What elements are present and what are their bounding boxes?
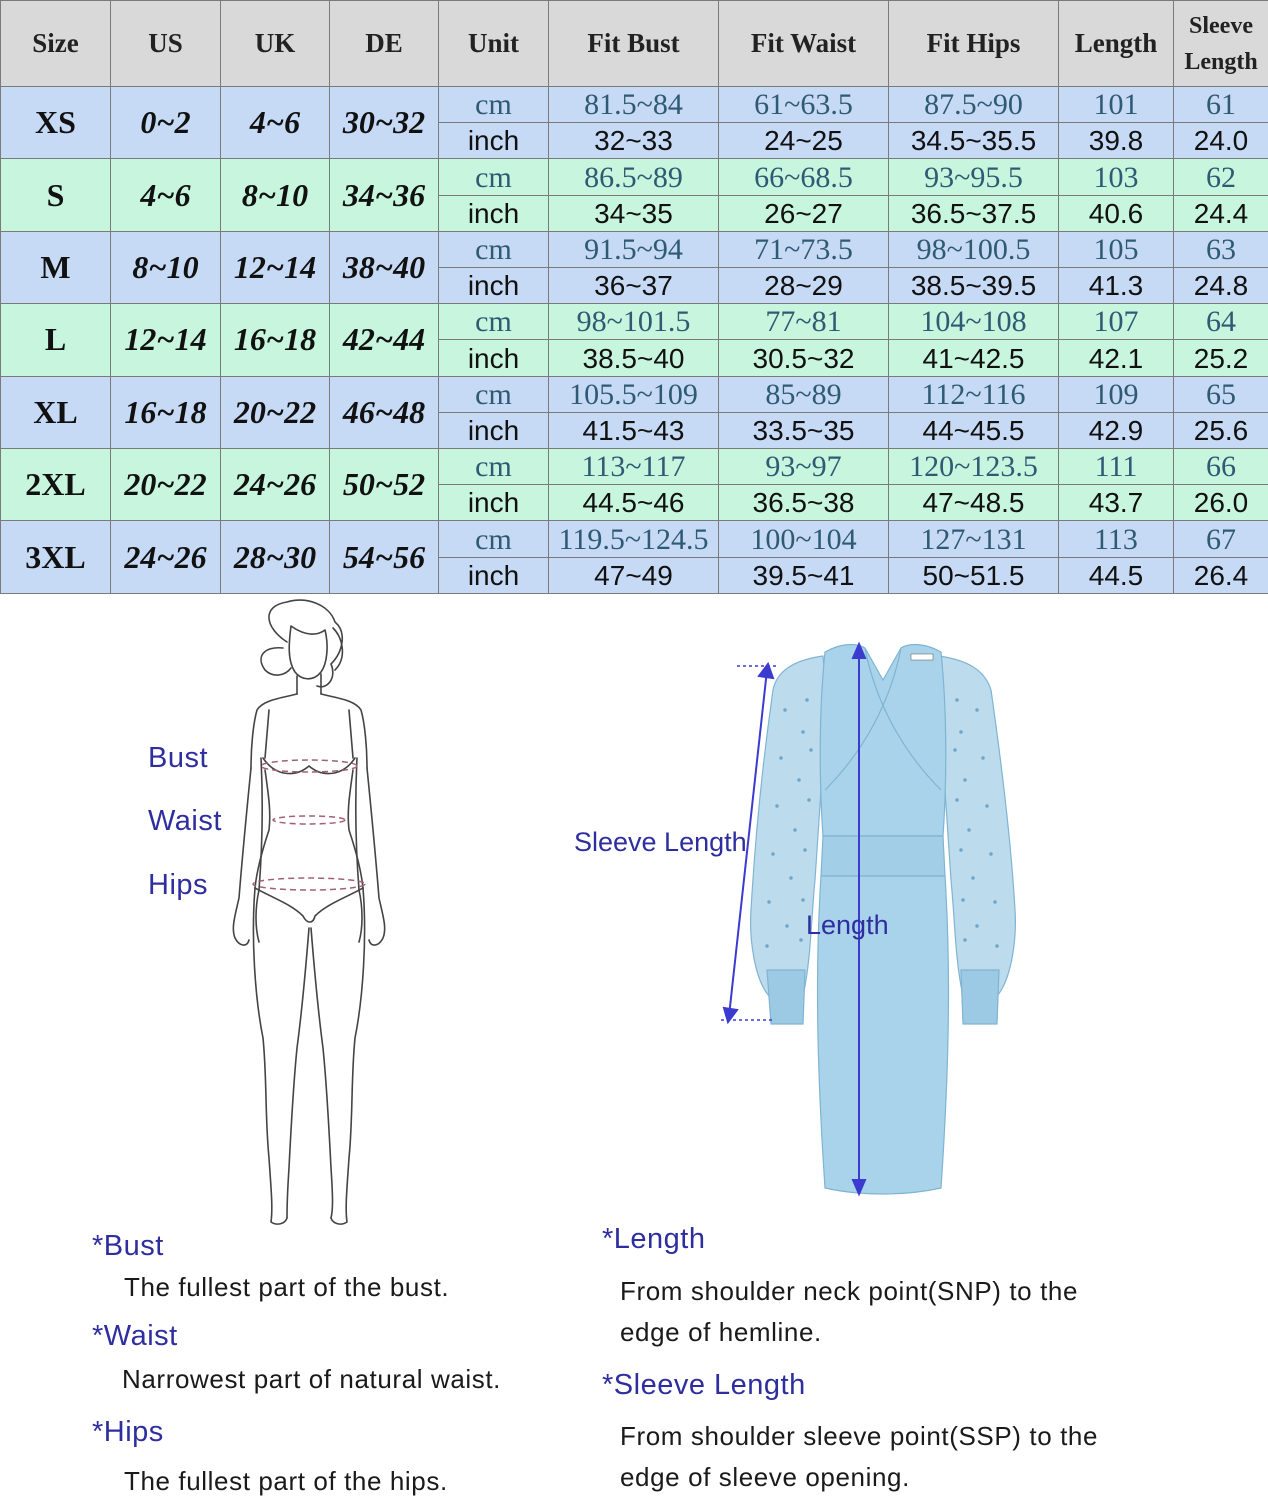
cm-length-cell: 105 [1059,231,1174,267]
inch-waist-cell: 28~29 [719,268,889,304]
size-cell: XS [1,87,111,159]
cm-bust-cell: 81.5~84 [549,87,719,123]
inch-bust-cell: 41.5~43 [549,412,719,448]
us-size-cell: 8~10 [111,231,221,303]
uk-size-cell: 20~22 [221,376,330,448]
inch-length-cell: 43.7 [1059,485,1174,521]
inch-waist-cell: 33.5~35 [719,412,889,448]
dress-length-label: Length [806,910,889,940]
inch-sleeve-cell: 25.6 [1174,412,1268,448]
de-size-cell: 42~44 [330,304,439,376]
cm-hips-cell: 112~116 [889,376,1059,412]
inch-waist-cell: 24~25 [719,123,889,159]
inch-length-cell: 39.8 [1059,123,1174,159]
size-cell: S [1,159,111,231]
sleeve-dot [809,748,813,752]
table-row [1,304,1268,340]
inch-bust-cell: 44.5~46 [549,485,719,521]
sleeve-dot [805,698,809,702]
inch-unit-cell: inch [439,485,549,521]
uk-size-cell: 4~6 [221,87,330,159]
cm-hips-cell: 87.5~90 [889,87,1059,123]
sleeve-dot [801,730,805,734]
sleeve-dot [959,848,963,852]
inch-sleeve-cell: 26.4 [1174,557,1268,593]
inch-hips-cell: 50~51.5 [889,557,1059,593]
size-cell: 3XL [1,521,111,594]
cm-sleeve-cell: 63 [1174,231,1268,267]
dress-sleeve-length-label: Sleeve Length [574,827,747,857]
cm-length-cell: 109 [1059,376,1174,412]
sleeve-dot [975,924,979,928]
sleeve-dot [971,876,975,880]
table-row [1,449,1268,485]
def-waist-title: *Waist [92,1320,178,1352]
us-size-cell: 12~14 [111,304,221,376]
sleeve-dot [955,798,959,802]
table-row [1,159,1268,195]
uk-size-cell: 16~18 [221,304,330,376]
header-sleeve-line-1: Sleeve [1189,12,1253,39]
cm-bust-cell: 86.5~89 [549,159,719,195]
inch-bust-cell: 47~49 [549,557,719,593]
cm-bust-cell: 113~117 [549,449,719,485]
cm-bust-cell: 98~101.5 [549,304,719,340]
cm-length-cell: 101 [1059,87,1174,123]
size-table-body [1,87,1268,594]
sleeve-dot [803,848,807,852]
inch-length-cell: 41.3 [1059,268,1174,304]
def-hips-title: *Hips [92,1416,164,1448]
cm-hips-cell: 104~108 [889,304,1059,340]
header-size: Size [1,1,111,87]
cm-waist-cell: 77~81 [719,304,889,340]
inch-hips-cell: 44~45.5 [889,412,1059,448]
def-sleeve-length-text-1: From shoulder sleeve point(SSP) to the [620,1421,1099,1451]
cm-length-cell: 107 [1059,304,1174,340]
sleeve-dot [775,804,779,808]
sleeve-dot [995,944,999,948]
uk-size-cell: 8~10 [221,159,330,231]
def-length-title: *Length [602,1223,706,1255]
inch-unit-cell: inch [439,557,549,593]
inch-sleeve-cell: 24.4 [1174,195,1268,231]
def-bust-title: *Bust [92,1230,164,1262]
sleeve-dot [793,828,797,832]
cm-unit-cell: cm [439,87,549,123]
header-length: Length [1059,1,1174,87]
inch-sleeve-cell: 24.8 [1174,268,1268,304]
inch-unit-cell: inch [439,195,549,231]
sleeve-dot [765,944,769,948]
de-size-cell: 38~40 [330,231,439,303]
inch-length-cell: 42.9 [1059,412,1174,448]
sleeve-dot [807,798,811,802]
size-chart-table [0,0,1268,594]
uk-size-cell: 24~26 [221,449,330,521]
sleeve-dot [981,756,985,760]
cm-waist-cell: 85~89 [719,376,889,412]
def-hips-text: The fullest part of the hips. [124,1466,448,1496]
inch-bust-cell: 32~33 [549,123,719,159]
size-cell: M [1,231,111,303]
header-de: DE [330,1,439,87]
cm-sleeve-cell: 67 [1174,521,1268,557]
inch-unit-cell: inch [439,123,549,159]
inch-hips-cell: 47~48.5 [889,485,1059,521]
us-size-cell: 0~2 [111,87,221,159]
def-bust-text: The fullest part of the bust. [124,1272,450,1302]
sleeve-dot [989,852,993,856]
sleeve-dot [801,898,805,902]
inch-sleeve-cell: 25.2 [1174,340,1268,376]
cm-unit-cell: cm [439,449,549,485]
inch-bust-cell: 38.5~40 [549,340,719,376]
sleeve-dot [785,924,789,928]
uk-size-cell: 28~30 [221,521,330,594]
cm-sleeve-cell: 66 [1174,449,1268,485]
inch-waist-cell: 26~27 [719,195,889,231]
sleeve-dot [779,756,783,760]
cm-unit-cell: cm [439,521,549,557]
inch-hips-cell: 36.5~37.5 [889,195,1059,231]
de-size-cell: 50~52 [330,449,439,521]
cm-waist-cell: 100~104 [719,521,889,557]
cm-sleeve-cell: 64 [1174,304,1268,340]
inch-unit-cell: inch [439,268,549,304]
cm-waist-cell: 93~97 [719,449,889,485]
header-sleeve-line-2: Length [1184,48,1258,75]
de-size-cell: 54~56 [330,521,439,594]
body-waist-label: Waist [148,805,222,837]
size-cell: 2XL [1,449,111,521]
cm-sleeve-cell: 65 [1174,376,1268,412]
cm-waist-cell: 61~63.5 [719,87,889,123]
def-length-text-2: edge of hemline. [620,1317,822,1347]
sleeve-dot [963,778,967,782]
table-row [1,521,1268,557]
cm-sleeve-cell: 62 [1174,159,1268,195]
sleeve-dot [797,778,801,782]
inch-length-cell: 44.5 [1059,557,1174,593]
us-size-cell: 16~18 [111,376,221,448]
table-row [1,376,1268,412]
inch-unit-cell: inch [439,340,549,376]
header-fit-waist: Fit Waist [719,1,889,87]
sleeve-dot [961,898,965,902]
header-us: US [111,1,221,87]
sleeve-dot [955,698,959,702]
cm-waist-cell: 71~73.5 [719,231,889,267]
sleeve-dot [953,748,957,752]
cm-length-cell: 103 [1059,159,1174,195]
cm-length-cell: 111 [1059,449,1174,485]
sleeve-dot [967,828,971,832]
def-waist-text: Narrowest part of natural waist. [122,1364,502,1394]
us-size-cell: 4~6 [111,159,221,231]
sleeve-dot [963,938,967,942]
right-sleeve [939,656,1015,996]
inch-sleeve-cell: 24.0 [1174,123,1268,159]
dress-figure [715,640,1065,1200]
sleeve-dot [959,730,963,734]
sleeve-dot [767,900,771,904]
cm-waist-cell: 66~68.5 [719,159,889,195]
cm-bust-cell: 119.5~124.5 [549,521,719,557]
size-cell: L [1,304,111,376]
sleeve-dot [985,804,989,808]
sleeve-dot [975,708,979,712]
header-unit: Unit [439,1,549,87]
def-sleeve-length-text-2: edge of sleeve opening. [620,1462,910,1492]
body-bust-label: Bust [148,742,209,774]
de-size-cell: 46~48 [330,376,439,448]
sleeve-dot [789,876,793,880]
inch-hips-cell: 34.5~35.5 [889,123,1059,159]
sleeve-dot [993,900,997,904]
header-fit-bust: Fit Bust [549,1,719,87]
cm-sleeve-cell: 61 [1174,87,1268,123]
inch-hips-cell: 41~42.5 [889,340,1059,376]
header-uk: UK [221,1,330,87]
cm-unit-cell: cm [439,159,549,195]
table-row [1,231,1268,267]
cm-hips-cell: 127~131 [889,521,1059,557]
inch-bust-cell: 36~37 [549,268,719,304]
def-sleeve-length-title: *Sleeve Length [602,1369,806,1401]
inch-length-cell: 40.6 [1059,195,1174,231]
cm-unit-cell: cm [439,376,549,412]
header-sleeve-length [1174,1,1268,87]
body-hips-label: Hips [148,869,209,901]
dress-bodice [820,645,946,836]
cm-hips-cell: 93~95.5 [889,159,1059,195]
de-size-cell: 30~32 [330,87,439,159]
cm-unit-cell: cm [439,231,549,267]
inch-length-cell: 42.1 [1059,340,1174,376]
inch-bust-cell: 34~35 [549,195,719,231]
inch-hips-cell: 38.5~39.5 [889,268,1059,304]
inch-waist-cell: 36.5~38 [719,485,889,521]
cm-bust-cell: 105.5~109 [549,376,719,412]
cm-length-cell: 113 [1059,521,1174,557]
inch-unit-cell: inch [439,412,549,448]
size-cell: XL [1,376,111,448]
sleeve-dot [799,938,803,942]
body-outline-figure [225,598,395,1228]
sleeve-dot [783,708,787,712]
cm-bust-cell: 91.5~94 [549,231,719,267]
table-header-row [1,1,1268,87]
uk-size-cell: 12~14 [221,231,330,303]
de-size-cell: 34~36 [330,159,439,231]
cm-hips-cell: 98~100.5 [889,231,1059,267]
table-row [1,87,1268,123]
inch-waist-cell: 30.5~32 [719,340,889,376]
cm-unit-cell: cm [439,304,549,340]
us-size-cell: 20~22 [111,449,221,521]
header-fit-hips: Fit Hips [889,1,1059,87]
cm-hips-cell: 120~123.5 [889,449,1059,485]
sleeve-dot [771,852,775,856]
inch-sleeve-cell: 26.0 [1174,485,1268,521]
us-size-cell: 24~26 [111,521,221,594]
def-length-text-1: From shoulder neck point(SNP) to the [620,1276,1079,1306]
inch-waist-cell: 39.5~41 [719,557,889,593]
